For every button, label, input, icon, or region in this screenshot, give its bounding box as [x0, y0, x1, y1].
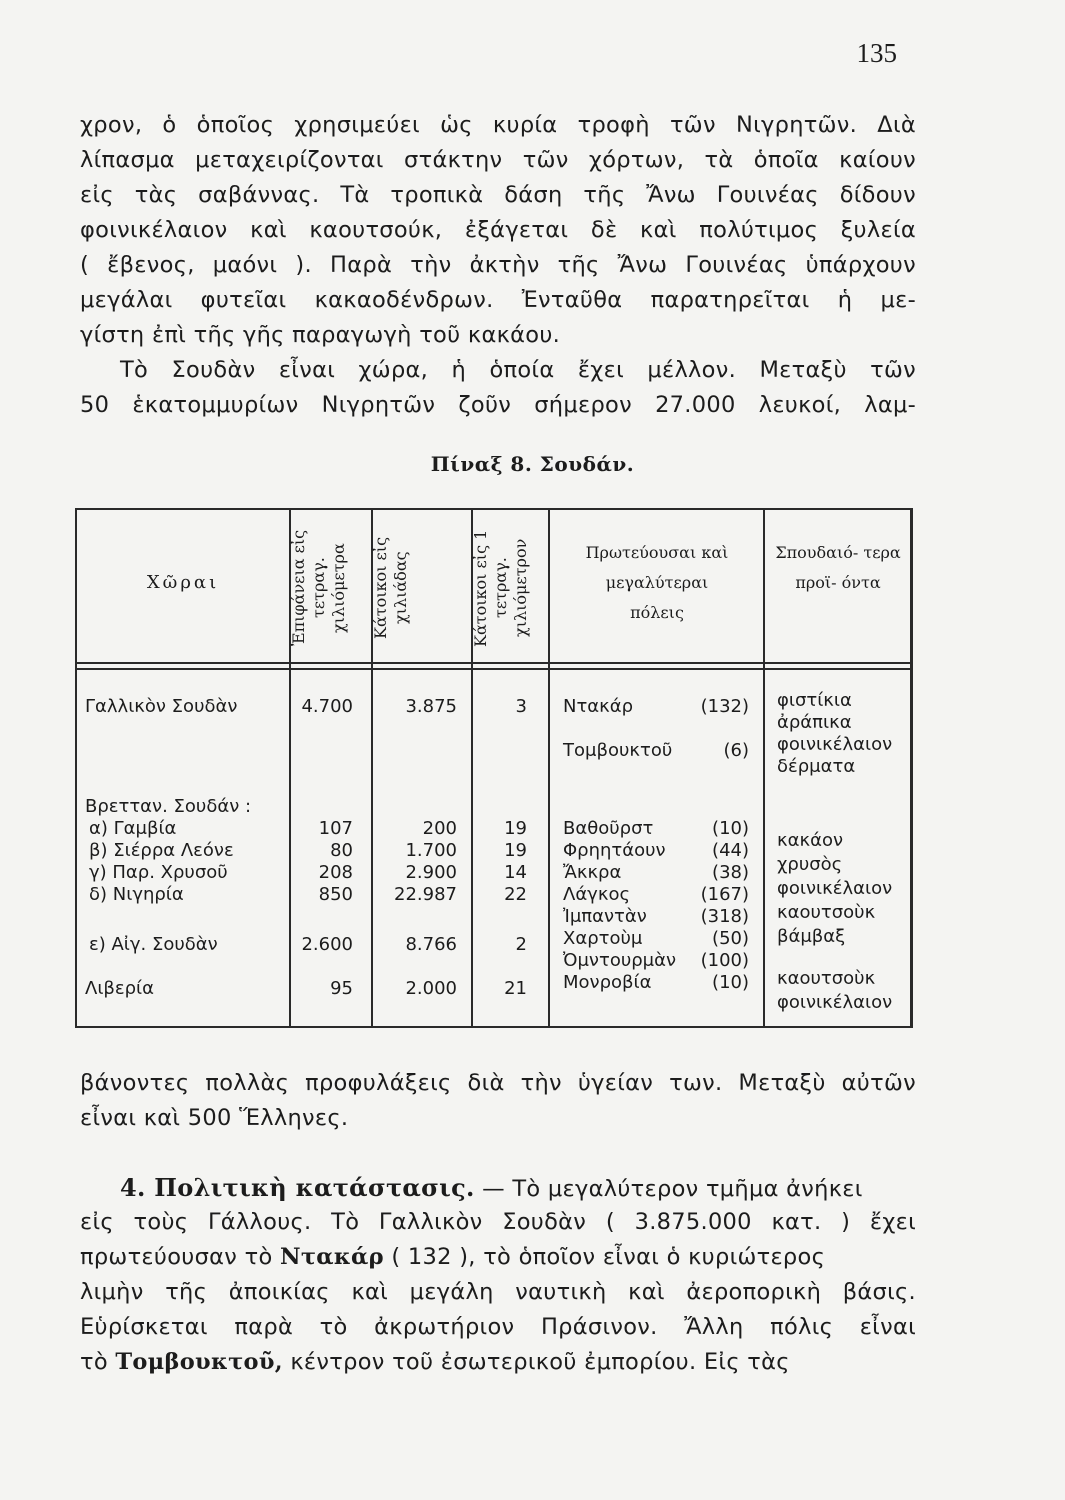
city-pop: (50) — [712, 928, 749, 949]
country-cell: α) Γαμβία — [89, 818, 177, 839]
text-span: — Τὸ μεγαλύτερον τμῆμα ἀνήκει — [482, 1176, 863, 1202]
inhabitants-cell: 2.900 — [405, 862, 457, 883]
city-highlight: Τομβουκτοῦ, — [115, 1349, 283, 1375]
after-table-paragraph — [80, 1066, 916, 1136]
city-name: Ἄκκρα — [563, 862, 622, 883]
text-span: πρωτεύουσαν τὸ — [80, 1244, 273, 1270]
city-name: Μονροβία — [563, 972, 652, 993]
city-cell — [563, 818, 749, 840]
city-cell — [563, 972, 749, 994]
product-cell: κακάον — [777, 830, 844, 851]
top-paragraph — [80, 108, 916, 423]
city-pop: (10) — [712, 818, 749, 839]
text-line — [80, 1240, 916, 1275]
city-name: Φρηητάουν — [563, 840, 666, 861]
density-cell: 22 — [504, 884, 527, 905]
inhabitants-cell: 22.987 — [394, 884, 457, 905]
city-cell — [563, 884, 749, 906]
city-name: Λάγκος — [563, 884, 631, 905]
city-cell — [563, 696, 749, 718]
density-cell: 2 — [515, 934, 527, 955]
city-pop: (6) — [723, 740, 749, 761]
product-cell: καουτσοὺκ — [777, 902, 876, 923]
text-line: Τὸ Σουδὰν εἶναι χώρα, ἡ ὁποία ἔχει μέλλον. Μεταξὺ τῶν — [120, 357, 916, 383]
country-cell: β) Σιέρρα Λεόνε — [89, 840, 234, 861]
area-cell: 80 — [330, 840, 353, 861]
inhabitants-cell: 200 — [422, 818, 457, 839]
city-highlight: Ντακάρ — [279, 1244, 384, 1270]
header-countries: Χῶραι — [146, 572, 220, 593]
product-cell: ἀράπικα — [777, 712, 852, 733]
inhabitants-cell: 1.700 — [405, 840, 457, 861]
text-line: εἶναι καὶ 500 Ἕλληνες. — [80, 1105, 349, 1131]
text-line: χρον, ὁ ὁποῖος χρησιμεύει ὡς κυρία τροφὴ τῶν Νιγρητῶν. Διὰ — [80, 112, 916, 138]
text-span: κέντρον τοῦ ἐσωτερικοῦ ἐμπορίου. Εἰς τὰς — [290, 1349, 790, 1375]
area-cell: 4.700 — [301, 696, 353, 717]
area-cell: 95 — [330, 978, 353, 999]
city-pop: (38) — [712, 862, 749, 883]
text-line: λιμὴν τῆς ἀποικίας καὶ μεγάλη ναυτικὴ καὶ ἀεροπορικὴ βάσις. — [80, 1279, 916, 1305]
city-pop: (100) — [700, 950, 749, 971]
density-cell: 21 — [504, 978, 527, 999]
city-cell — [563, 740, 749, 762]
density-cell: 19 — [504, 818, 527, 839]
header-density: Κάτοικοι εἰς 1 τετραγ. χιλιόμετρον — [471, 529, 530, 647]
country-cell: Λιβερία — [85, 978, 155, 999]
city-name: Ὀμντουρμὰν — [563, 950, 677, 971]
country-cell: δ) Νιγηρία — [89, 884, 184, 905]
city-pop: (318) — [700, 906, 749, 927]
city-name: Βαθοῦρστ — [563, 818, 654, 839]
density-cell: 19 — [504, 840, 527, 861]
header-inhabitants: Κάτοικοι εἰς χιλιάδας — [371, 536, 410, 640]
area-cell: 107 — [318, 818, 353, 839]
text-line — [80, 1345, 916, 1380]
area-cell: 2.600 — [301, 934, 353, 955]
city-pop: (132) — [700, 696, 749, 717]
text-span: ( 132 ), τὸ ὁποῖον εἶναι ὁ κυριώτερος — [391, 1244, 826, 1270]
city-cell — [563, 862, 749, 884]
product-cell: καουτσοὺκ — [777, 968, 876, 989]
city-name: Ντακάρ — [563, 696, 634, 717]
text-line: εἰς τὰς σαβάννας. Τὰ τροπικὰ δάση τῆς Ἄνω Γουινέας δίδουν — [80, 182, 916, 208]
city-cell — [563, 928, 749, 950]
header-area: Ἐπιφάνεια εἰς τετραγ. χιλιόμετρα — [289, 529, 348, 647]
city-cell — [563, 840, 749, 862]
density-cell: 14 — [504, 862, 527, 883]
product-cell: χρυσὸς — [777, 854, 843, 875]
text-line: φοινικέλαιον καὶ καουτσούκ, ἐξάγεται δὲ καὶ πολύτιμος ξυλεία — [80, 217, 916, 243]
country-cell: Βρετταν. Σουδάν : — [85, 796, 252, 817]
sudan-table — [75, 508, 913, 1028]
header-capitals: Πρωτεύουσαι καὶ μεγαλύτεραι πόλεις — [585, 543, 729, 622]
area-cell: 208 — [318, 862, 353, 883]
inhabitants-cell: 3.875 — [405, 696, 457, 717]
section-political — [80, 1170, 916, 1380]
page-number: 135 — [856, 38, 897, 68]
text-line — [80, 1170, 916, 1205]
city-name: Ἰμπαντὰν — [563, 906, 647, 927]
product-cell: φοινικέλαιον — [777, 992, 893, 1013]
country-cell: Γαλλικὸν Σουδὰν — [85, 696, 238, 717]
city-pop: (10) — [712, 972, 749, 993]
product-cell: δέρματα — [777, 756, 856, 777]
product-cell: φιστίκια — [777, 690, 852, 711]
city-name: Χαρτοὺμ — [563, 928, 643, 949]
text-line: λίπασμα μεταχειρίζονται στάκτην τῶν χόρτων, τὰ ὁποῖα καίουν — [80, 147, 916, 173]
text-line: γίστη ἐπὶ τῆς γῆς παραγωγὴ τοῦ κακάου. — [80, 322, 561, 348]
city-cell — [563, 950, 749, 972]
text-line: ( ἔβενος, μαόνι ). Παρὰ τὴν ἀκτὴν τῆς Ἄνω Γουινέας ὑπάρχουν — [80, 252, 916, 278]
text-line: εἰς τοὺς Γάλλους. Τὸ Γαλλικὸν Σουδὰν ( 3.875.000 κατ. ) ἔχει — [80, 1209, 916, 1235]
country-cell: γ) Παρ. Χρυσοῦ — [89, 862, 228, 883]
city-pop: (167) — [700, 884, 749, 905]
product-cell: φοινικέλαιον — [777, 734, 893, 755]
product-cell: φοινικέλαιον — [777, 878, 893, 899]
area-cell: 850 — [318, 884, 353, 905]
density-cell: 3 — [515, 696, 527, 717]
text-span: τὸ — [80, 1349, 108, 1375]
country-cell: ε) Αἰγ. Σουδὰν — [89, 934, 218, 955]
city-name: Τομβουκτοῦ — [563, 740, 673, 761]
inhabitants-cell: 2.000 — [405, 978, 457, 999]
text-line: Εὑρίσκεται παρὰ τὸ ἀκρωτήριον Πράσινον. Ἄλλη πόλις εἶναι — [80, 1314, 916, 1340]
table-caption: Πίναξ 8. Σουδάν. — [430, 452, 635, 476]
text-line: μεγάλαι φυτεῖαι κακαοδένδρων. Ἐνταῦθα παρατηρεῖται ἡ με- — [80, 287, 916, 313]
text-line: 50 ἑκατομμυρίων Νιγρητῶν ζοῦν σήμερον 27.000 λευκοί, λαμ- — [80, 392, 916, 418]
city-pop: (44) — [712, 840, 749, 861]
text-line: βάνοντες πολλὰς προφυλάξεις διὰ τὴν ὑγείαν των. Μεταξὺ αὐτῶν — [80, 1070, 916, 1096]
inhabitants-cell: 8.766 — [405, 934, 457, 955]
city-cell — [563, 906, 749, 928]
header-products: Σπουδαιό- τερα προϊ- όντα — [775, 543, 901, 592]
section-title: 4. Πολιτικὴ κατάστασις. — [120, 1173, 475, 1202]
product-cell: βάμβαξ — [777, 926, 846, 947]
